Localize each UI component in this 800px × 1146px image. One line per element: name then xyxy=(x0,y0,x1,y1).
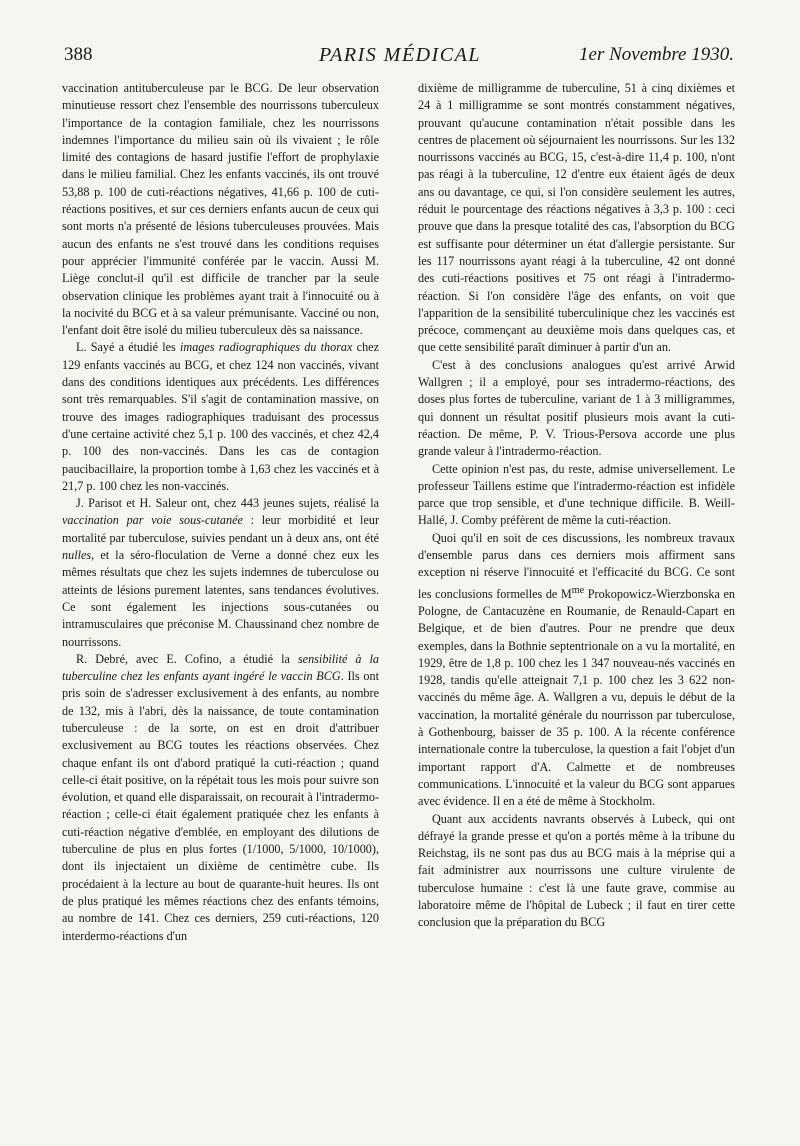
paragraph: Quant aux accidents navrants observés à Lubeck, qui ont défrayé la grande presse et qu'on a portés même à la tribune du Reichstag, ils ne sont pas dus au BCG mais à la méprise qui a fait administrer aux nourrissons une culture virulente de tuberculose humaine : c'est là une faute grave, commise au laboratoire même de l'hôpital de Lubeck ; il faut en tirer cette conclusion que la préparation du BCG xyxy=(418,811,735,930)
paragraph: dixième de milligramme de tuberculine, 51 à cinq dixièmes et 24 à 1 milligramme se sont montrés constamment négatives, prouvant qu'aucune contamination n'était possible dans les centres de placement où séjournaient les nourrissons. Sur les 132 nourrissons vaccinés au BCG, 15, c'est-à-dire 11,4 p. 100, n'ont pas réagi à la tuberculine, 12 d'entre eux étaient âgés de deux ans ou davantage, ce qui, si l'on considère seulement les autres, réduit le pourcentage des réactions négatives à 3,3 p. 100 : ceci prouve que dans la presque totalité des cas, l'absorption du BCG est suffisante pour déterminer un état d'allergie persistante. Sur les 117 nourrissons ayant réagi à la tuberculine, 42 ont donné des cuti-réactions positives et 75 ont réagi à l'intradermo-réaction. Si l'on considère l'âge des enfants, on voit que l'apparition de la sensibilité tuberculinique chez les vaccinés est précoce, commençant au deuxième mois dans quelques cas, et que cette sensibilité paraît diminuer à partir d'un an. xyxy=(418,81,735,355)
paragraph: Cette opinion n'est pas, du reste, admise universellement. Le professeur Taillens estime que l'intradermo-réaction est infidèle parce que trop sensible, et d'une technique difficile. B. Weill-Hallé, J. Comby préfèrent de même la cuti-réaction. xyxy=(418,461,735,528)
paragraph: J. Parisot et H. Saleur ont, chez 443 jeunes sujets, réalisé la vaccination par voie sous-cutanée : leur morbidité et leur mortalité par tuberculose, suivies pendant un à deux ans, ont été nulles, et la séro-floculation de Verne a donné chez eux les mêmes résultats que chez les sujets indemnes de tuberculose ou atteints de lésions purement latentes, sans tendances évolutives. Ce sont également les injections sous-cutanées ou intramusculaires que préconise M. Chaussinand chez nombre de nourrissons. xyxy=(62,496,380,649)
page-header xyxy=(0,44,800,74)
issue-date: 1er Novembre 1930. xyxy=(579,44,734,65)
paragraph: R. Debré, avec E. Cofino, a étudié la sensibilité à la tuberculine chez les enfants ayant ingéré le vaccin BCG. Ils ont pris soin de s'adresser exclusivement à des enfants, au nombre de 132, mis à l'abri, dès la naissance, de toute contamination tuberculeuse : de la sorte, on est en droit d'attribuer exclusivement au BCG toutes les réactions observées. Chez chaque enfant ils ont d'abord pratiqué la cuti-réaction ; quand celle-ci était positive, on la répétait tous les mois pour suivre son évolution, et quand elle disparaissait, on recourait à l'intradermo-réaction ; celle-ci était également pratiquée chez les enfants à cuti-réaction négative d'emblée, en employant des dilutions de tuberculine de plus en plus fortes (1/1000, 5/1000, 10/1000), dont ils injectaient un dixième de centimètre cube. Ils procédaient à la lecture au bout de quarante-huit heures. Ils ont de plus pratiqué les mêmes réactions chez des enfants témoins, au nombre de 141. Chez ces derniers, 259 cuti-réactions, 120 interdermo-réactions d'un xyxy=(62,651,380,943)
right-column xyxy=(418,80,735,932)
left-column xyxy=(62,80,379,945)
paragraph: vaccination antituberculeuse par le BCG. De leur observation minutieuse ressort chez l'ensemble des nourrissons tuberculeux l'importance de la contagion familiale, chez les nourrissons indemnes l'importance du milieu sain où ils vivaient ; le rôle limité des contagions de hasard justifie l'effort de prophylaxie dans le milieu familial. Chez les enfants vaccinés, ils ont trouvé 53,88 p. 100 de cuti-réactions négatives, 41,66 p. 100 de cuti-réactions positives, et sur ces derniers enfants aucun de ceux qui sont morts n'a présenté de lésions tuberculeuses prouvées. Mais aucun des enfants ne s'est trouvé dans les conditions requises pour apprécier l'immunité conférée par le vaccin. Aussi M. Liège conclut-il qu'il est difficile de trancher par la seule observation clinique les problèmes ayant trait à l'innocuité ou à la nocivité du BCG et à sa valeur prémunisante. Vacciné ou non, l'enfant doit être isolé du milieu tuberculeux dès sa naissance. xyxy=(62,81,379,338)
paragraph: Quoi qu'il en soit de ces discussions, les nombreux travaux d'ensemble parus dans ces derniers mois affirment sans exception ni réserve l'innocuité et l'efficacité du BCG. Ce sont les conclusions formelles de $M^{me}$ Prokopowicz-Wierzbonska en Pologne, de Cantacuzène en Roumanie, de Renauld-Capart en Belgique, et de bien d'autres. Pour ne prendre que deux exemples, dans la Bothnie septentrionale on a vu la mortalité, en 1929, être de 1,8 p. 100 chez les 1 347 nouveau-nés vaccinés en 1928, tandis qu'elle atteignait 7,1 p. 100 chez les 3 622 non-vaccinés du même âge. A. Wallgren a vu, depuis le début de la vaccination, la mortalité générale du nourrisson par tuberculose, à Gothenbourg, baisser de 35 p. 100. A la récente conférence internationale contre la tuberculose, la question a fait l'objet d'un important rapport d'A. Calmette et de nombreuses communications. L'innocuité et la valeur du BCG sont apparues avec évidence. Il en a été de même à Stockholm. xyxy=(418,530,735,809)
page-number: 388 xyxy=(64,44,93,65)
paragraph: L. Sayé a étudié les images radiographiques du thorax chez 129 enfants vaccinés au BCG, et chez 124 non vaccinés, vivant dans des conditions identiques aux précédents. Les différences sont très remarquables. S'il s'agit de contamination massive, on trouve des images radiographiques traduisant des processus d'une certaine activité chez 5,1 p. 100 des vaccinés, et chez 42,4 p. 100 des non-vaccinés. Dans les cas de contagion paucibacillaire, la proportion tombe à 1,63 chez les vaccinés et à 21,7 p. 100 chez les non-vaccinés. xyxy=(62,340,379,493)
paragraph: C'est à des conclusions analogues qu'est arrivé Arwid Wallgren ; il a employé, pour ses intradermo-réactions, des doses plus fortes de tuberculine, variant de 1 à 3 milligrammes, qui donnent un résultat positif plusieurs mois avant la cuti-réaction. De même, P. V. Trious-Persova accorde une plus grande valeur à l'intradermo-réaction. xyxy=(418,357,735,459)
journal-title: PARIS MÉDICAL xyxy=(319,44,481,66)
